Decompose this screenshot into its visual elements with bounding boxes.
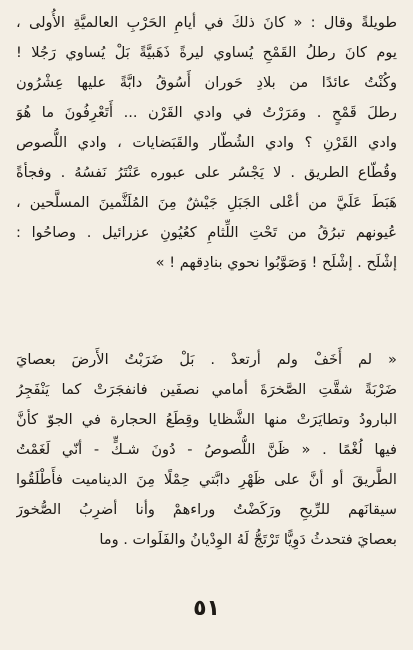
text-line: ضَرْبَةً شقَّتِ الصَّخرَةَ أمامي نصفَين فانفجَرَتْ كما يَنْفَجِرُ: [16, 381, 397, 398]
text-line: رطلَ قَمْحٍ . ومَرَرْتُ في وادي القَرْن ... أَتَعْرِفُونَ ما هُوَ: [16, 104, 397, 121]
text-line: إشْلَح . إشْلَح ! وَصَوَّبُوا نحوي بنادِقهم ! »: [155, 254, 397, 271]
text-line: « لم أَخَفْ ولم أرتعدْ . بَلْ ضَرَبْتُ الأَرضَ بعصايَ: [16, 351, 397, 368]
text-line: وكُنْتُ عائدًا من بلادِ حَوران أَسُوقُ دابَّةً عليها عِشْرُون: [16, 74, 397, 91]
text-line: يوم كانَ رطلُ القَمْحِ يُساوي ليرةً ذَهَبيَّةً بَلْ يُساوي رَجُلا !: [16, 44, 397, 61]
paragraph-1: [16, 8, 397, 278]
text-line: البارودُ وتطايَرَتْ منها الشَّظايا وقِطَعُ الحجارة في الجوّ كأنَّ: [16, 411, 397, 428]
text-line: هَبَطَ عَلَيَّ من أعْلى الجَبَلِ جَيْشٌ مِنَ المُلَثَّمينَ المسلَّحين ،: [16, 194, 397, 211]
text-line: وقُطّاع الطريق . لا يَجْسُر على عبوره عَنْتَرُ نَفسُهُ . وفجأةً: [16, 164, 397, 181]
page-number: ٥١: [193, 596, 220, 621]
text-line: بعصايَ فتحدثُ دَوِيًّا تَرْتَجُّ لَهُ الوِدْيانُ والفَلَوات . وما: [99, 531, 397, 548]
text-line: الطَّريقَ أو أنَّ على ظَهْرِ دابَّتي حِمْلًا مِنَ الديناميت فأَطْلَقُوا: [16, 471, 397, 488]
paragraph-2: [16, 345, 397, 555]
text-line: فيها لُغْمًا . « ظَنَّ اللُّصوصُ - دُونَ شـكٍّ - أنّي لَغَمْتُ: [16, 441, 397, 458]
text-line: عُيونهم تبرُقُ من تَحْتِ اللِّثامِ كعُيُونِ عزرائيل . وصاحُوا :: [16, 224, 397, 241]
text-line: طويلةً وقال : « كانَ ذلكَ في أيامِ الحَرْبِ العالميَّةِ الأُولى ،: [16, 14, 397, 31]
text-line: سيقانَهم للرِّيحِ ورَكَضْتُ وراءهمْ وأنا أضرِبُ الصُّخورَ: [16, 501, 397, 518]
text-line: وادي القَرْنِ ؟ وادي الشُطّار والقَبَضايات ، وادي اللُّصوص: [16, 134, 397, 151]
